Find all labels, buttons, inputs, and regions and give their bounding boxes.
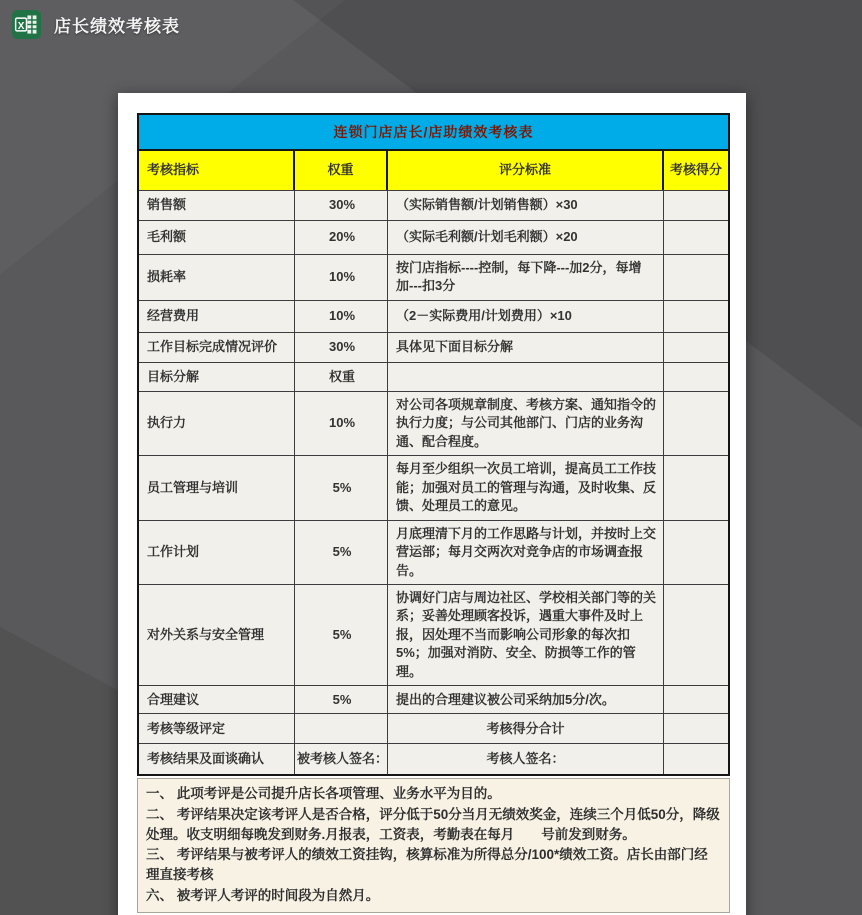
title-bar [12,10,180,39]
table-row-gross-profit [139,221,728,255]
grade-label-cell[interactable]: 考核等级评定 [139,714,295,743]
score-cell[interactable] [664,686,728,713]
indicator-cell[interactable]: 对外关系与安全管理 [139,585,295,685]
criteria-cell[interactable]: 提出的合理建议被公司采纳加5分/次。 [388,686,664,713]
table-row-goal-completion [139,333,728,363]
criteria-cell[interactable] [388,363,664,391]
table-row-sales [139,191,728,221]
weight-cell[interactable]: 30% [295,333,388,362]
criteria-cell[interactable]: 协调好门店与周边社区、学校相关部门等的关系；妥善处理顾客投诉，遇重大事件及时上报，因处理不当而影响公司形象的每次扣5%；加强对消防、安全、防损等工作的管理。 [388,585,664,685]
criteria-cell[interactable]: （实际销售额/计划销售额）×30 [388,191,664,220]
note-line-4: 六、 被考评人考评的时间段为自然月。 [146,887,380,903]
score-cell[interactable] [664,456,728,519]
note-line-3: 三、 考评结果与被考评人的绩效工资挂钩，核算标准为所得总分/100*绩效工资。店长由部门经理直接考核 [146,847,708,883]
indicator-cell[interactable]: 损耗率 [139,255,295,300]
criteria-cell[interactable]: 按门店指标----控制，每下降---加2分，每增加---扣3分 [388,255,664,300]
weight-cell[interactable]: 5% [295,585,388,685]
appraiser-signature-cell[interactable]: 考核人签名： [388,744,664,774]
indicator-cell[interactable]: 员工管理与培训 [139,456,295,519]
score-cell[interactable] [664,392,728,455]
table-banner: 连锁门店店长/店助绩效考核表 [139,115,728,151]
indicator-cell[interactable]: 工作目标完成情况评价 [139,333,295,362]
indicator-cell[interactable]: 工作计划 [139,521,295,584]
excel-icon [12,10,41,39]
score-cell[interactable] [664,333,728,362]
weight-cell[interactable]: 10% [295,392,388,455]
table-row-execution [139,392,728,456]
indicator-cell[interactable]: 销售额 [139,191,295,220]
table-row-goal-breakdown [139,363,728,392]
criteria-cell[interactable]: （2－实际费用/计划费用）×10 [388,301,664,332]
document-card [118,93,746,915]
table-row-operating-expense [139,301,728,333]
table-row-loss-rate [139,255,728,301]
footer-notes [137,778,730,913]
header-score: 考核得分 [669,162,722,178]
header-criteria: 评分标准 [388,151,664,190]
criteria-cell[interactable]: 每月至少组织一次员工培训，提高员工工作技能；加强对员工的管理与沟通，及时收集、反馈、处理员工的意见。 [388,456,664,519]
weight-cell[interactable]: 5% [295,521,388,584]
window-title: 店长绩效考核表 [54,17,180,36]
total-score-label-cell[interactable]: 考核得分合计 [388,714,664,743]
criteria-cell[interactable]: 月底理清下月的工作思路与计划，并按时上交营运部；每月交两次对竞争店的市场调查报告。 [388,521,664,584]
note-line-1: 一、 此项考评是公司提升店长各项管理、业务水平为目的。 [146,786,501,802]
appraisee-signature-cell[interactable]: 被考核人签名： [295,744,388,774]
score-cell[interactable] [664,221,728,254]
header-indicator: 考核指标 [139,151,295,190]
svg-text:X: X [17,21,25,33]
indicator-cell[interactable]: 合理建议 [139,686,295,713]
table-row-result-confirmation [139,744,728,774]
result-label-cell[interactable]: 考核结果及面谈确认 [139,744,295,774]
criteria-cell[interactable]: 具体见下面目标分解 [388,333,664,362]
indicator-cell[interactable]: 执行力 [139,392,295,455]
table-row-staff-training [139,456,728,520]
score-cell[interactable] [664,301,728,332]
score-cell[interactable] [664,191,728,220]
empty-cell[interactable] [295,714,388,743]
table-row-suggestions [139,686,728,714]
score-cell[interactable] [664,714,728,743]
weight-cell[interactable]: 10% [295,301,388,332]
header-weight: 权重 [295,151,388,190]
note-line-2: 二、 考评结果决定该考评人是否合格，评分低于50分当月无绩效奖金，连续三个月低50分，降级处理。收支明细每晚发到财务.月报表，工资表，考勤表在每月 号前发到财务。 [146,806,720,842]
table-row-work-plan [139,521,728,585]
weight-cell[interactable]: 5% [295,686,388,713]
criteria-cell[interactable]: 对公司各项规章制度、考核方案、通知指令的执行力度；与公司其他部门、门店的业务沟通、配合程度。 [388,392,664,455]
weight-cell[interactable]: 5% [295,456,388,519]
table-row-grade-rating [139,714,728,744]
score-cell[interactable] [664,744,728,774]
indicator-cell[interactable]: 目标分解 [139,363,295,391]
criteria-cell[interactable]: （实际毛利额/计划毛利额）×20 [388,221,664,254]
table-row-external-safety [139,585,728,686]
table-header-row [139,151,728,191]
score-cell[interactable] [664,585,728,685]
indicator-cell[interactable]: 经营费用 [139,301,295,332]
appraisal-table [137,113,730,776]
score-cell[interactable] [664,521,728,584]
weight-cell[interactable]: 权重 [295,363,388,391]
indicator-cell[interactable]: 毛利额 [139,221,295,254]
score-cell[interactable] [664,363,728,391]
score-cell[interactable] [664,255,728,300]
weight-cell[interactable]: 30% [295,191,388,220]
weight-cell[interactable]: 10% [295,255,388,300]
weight-cell[interactable]: 20% [295,221,388,254]
